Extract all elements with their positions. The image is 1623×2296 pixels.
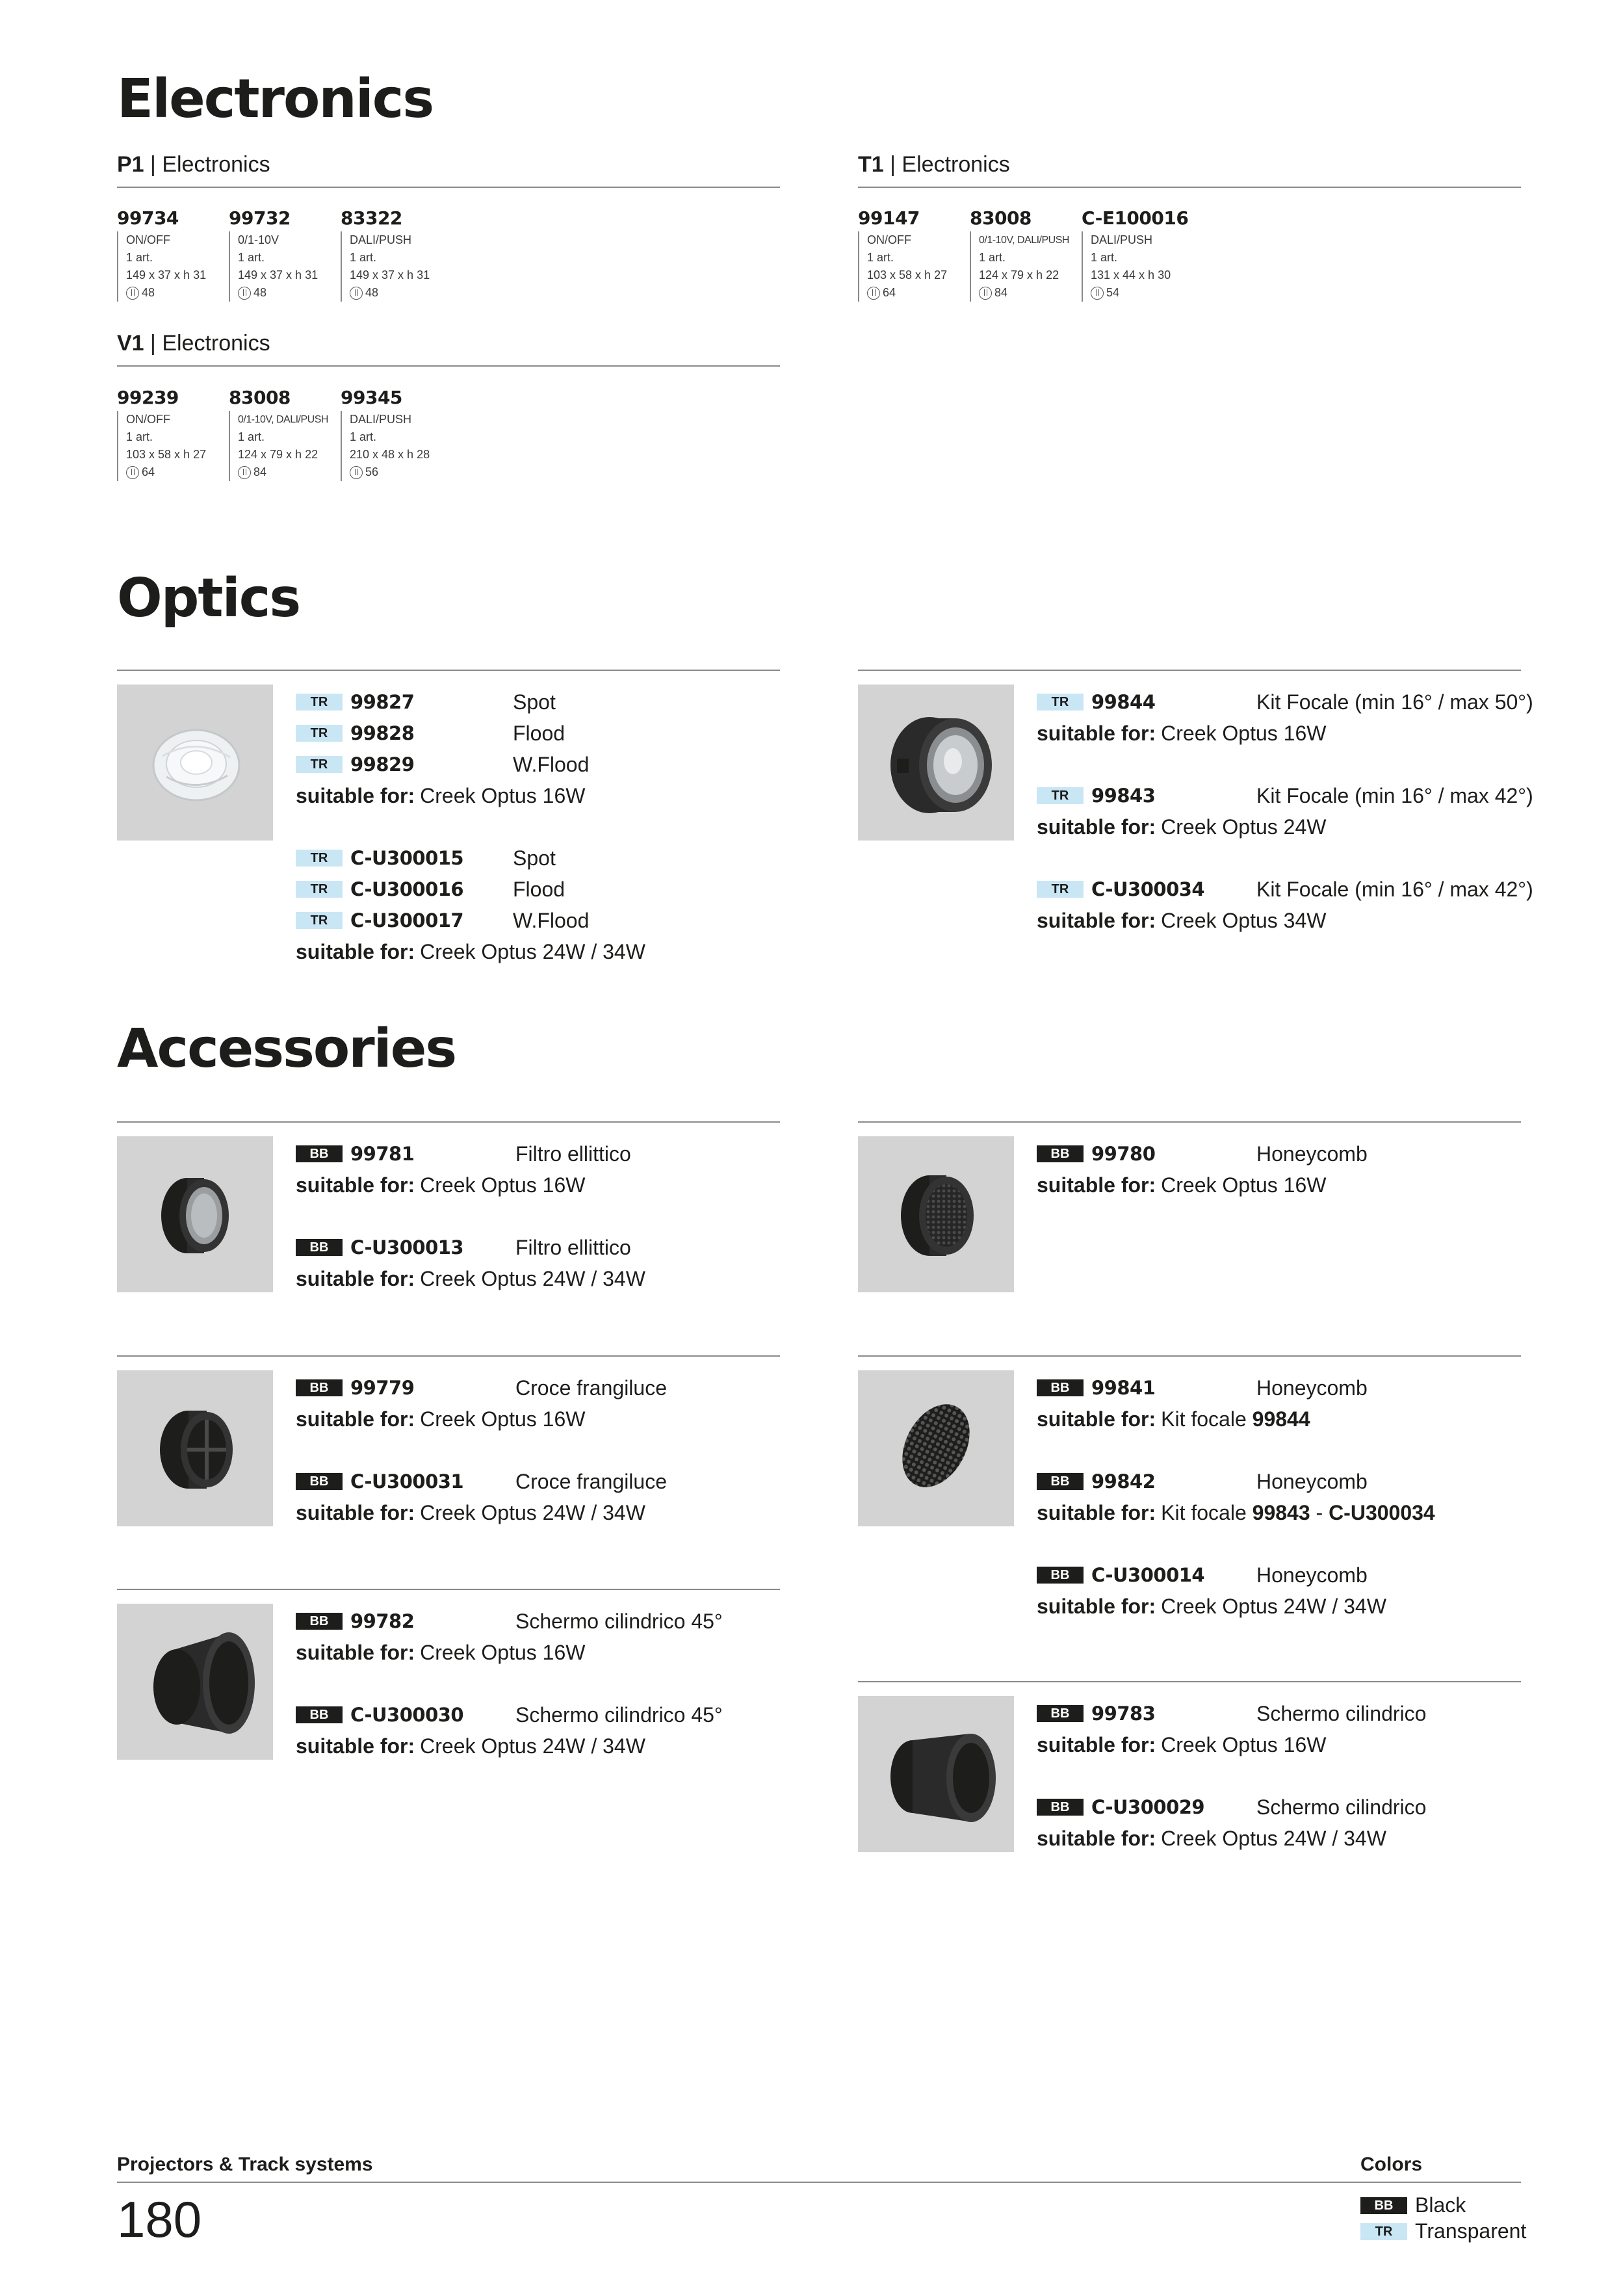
suitable-value: Creek Optus 24W / 34W [420, 1266, 645, 1290]
cylindrical-screen-icon [858, 1696, 1014, 1852]
product-desc: Honeycomb [1256, 1141, 1368, 1166]
suitable-label: suitable for: [296, 939, 415, 963]
item-type: 0/1-10V, DALI/PUSH [238, 414, 328, 425]
product-desc: Schermo cilindrico 45° [515, 1702, 723, 1727]
electronics-item [341, 389, 452, 481]
divider [858, 670, 1521, 671]
divider [117, 187, 780, 188]
group-series: P1 [117, 152, 144, 177]
item-qty: 1 art. [350, 251, 377, 264]
color-badge: BB [1037, 1799, 1084, 1816]
item-code: 99732 [229, 207, 291, 229]
suitable-label: suitable for: [296, 1500, 415, 1524]
product-line [296, 1606, 723, 1637]
product-code: C-U300030 [350, 1704, 464, 1726]
item-dims: 124 x 79 x h 22 [238, 448, 318, 461]
product-code: C-U300034 [1091, 878, 1205, 900]
driver-icon [867, 287, 880, 300]
item-details [970, 231, 1082, 302]
suitable-label: suitable for: [1037, 815, 1156, 839]
product-code: 99843 [1091, 785, 1156, 807]
item-details [341, 231, 452, 302]
driver-icon [979, 287, 992, 300]
product-line [1037, 1138, 1368, 1169]
suitable-value: Creek Optus 16W [420, 783, 586, 807]
suitable-value: Creek Optus 24W [1161, 815, 1327, 839]
item-count: 64 [883, 286, 896, 299]
driver-icon [350, 287, 363, 300]
legend-item-black [1360, 2193, 1466, 2217]
driver-icon [126, 466, 139, 479]
color-badge: TR [296, 850, 343, 867]
color-badge: BB [296, 1379, 343, 1396]
suitable-line [1037, 1729, 1326, 1760]
honeycomb-insert-image [858, 1370, 1014, 1526]
divider [117, 670, 780, 671]
cylindrical-screen-image [858, 1696, 1014, 1852]
product-code: 99844 [1091, 691, 1156, 713]
suitable-line [1037, 1823, 1386, 1854]
cross-baffle-icon [117, 1370, 273, 1526]
product-line [1037, 874, 1533, 905]
suitable-label: suitable for: [1037, 1500, 1156, 1524]
product-desc: Schermo cilindrico [1256, 1701, 1427, 1725]
item-dims: 124 x 79 x h 22 [979, 268, 1059, 281]
item-count: 84 [994, 286, 1008, 299]
item-details [1082, 231, 1193, 302]
product-line [296, 1232, 631, 1263]
product-desc: Flood [513, 877, 565, 901]
product-desc: W.Flood [513, 908, 590, 932]
product-line [296, 749, 589, 780]
product-desc: Schermo cilindrico 45° [515, 1609, 723, 1633]
legend-item-transparent [1360, 2219, 1526, 2243]
suitable-label: suitable for: [1037, 1594, 1156, 1618]
item-count: 64 [142, 465, 155, 478]
color-badge: BB [296, 1473, 343, 1490]
honeycomb-icon [858, 1136, 1014, 1292]
honeycomb-insert-icon [858, 1370, 1014, 1526]
driver-icon [1091, 287, 1104, 300]
cross-baffle-image [117, 1370, 273, 1526]
product-desc: Croce frangiluce [515, 1376, 667, 1400]
suitable-line [1037, 811, 1326, 842]
footer-colors-title: Colors [1360, 2154, 1423, 2175]
color-badge: BB [296, 1239, 343, 1256]
suitable-value: Creek Optus 16W [420, 1407, 586, 1431]
suitable-label: suitable for: [296, 783, 415, 807]
suitable-label: suitable for: [1037, 1407, 1156, 1431]
suitable-label: suitable for: [296, 1734, 415, 1758]
color-badge: BB [296, 1706, 343, 1723]
product-code: C-U300015 [350, 847, 464, 869]
item-qty: 1 art. [1091, 251, 1118, 264]
electronics-item [858, 209, 970, 302]
item-count: 84 [253, 465, 267, 478]
suitable-value: Creek Optus 24W / 34W [420, 1500, 645, 1524]
suitable-value: Creek Optus 24W / 34W [420, 939, 645, 963]
item-details [117, 231, 229, 302]
product-line [1037, 780, 1533, 811]
divider [117, 1355, 780, 1357]
color-badge: TR [1037, 694, 1084, 711]
suitable-value: Creek Optus 16W [420, 1640, 586, 1664]
suitable-line [296, 1169, 585, 1201]
suitable-line [296, 1637, 585, 1668]
item-details [229, 411, 341, 481]
product-code: 99828 [350, 722, 415, 744]
item-code: 99147 [858, 207, 920, 229]
item-dims: 103 x 58 x h 27 [126, 448, 207, 461]
item-count: 48 [142, 286, 155, 299]
footer-divider [117, 2182, 1521, 2183]
item-code: 83322 [341, 207, 402, 229]
item-code: 83008 [970, 207, 1032, 229]
focal-kit-image [858, 685, 1014, 841]
product-code: 99780 [1091, 1143, 1156, 1165]
driver-icon [350, 466, 363, 479]
product-code: 99779 [350, 1377, 415, 1399]
item-dims: 149 x 37 x h 31 [238, 268, 318, 281]
suitable-value: Creek Optus 34W [1161, 908, 1327, 932]
product-code: C-U300017 [350, 909, 464, 932]
product-line [296, 874, 565, 905]
product-line [296, 718, 565, 749]
item-type: ON/OFF [867, 233, 911, 246]
item-qty: 1 art. [867, 251, 894, 264]
electronics-list-v1 [117, 389, 452, 481]
suitable-value: Creek Optus 24W / 34W [420, 1734, 645, 1758]
item-dims: 149 x 37 x h 31 [126, 268, 207, 281]
product-code: C-U300014 [1091, 1564, 1205, 1586]
product-code: C-U300031 [350, 1470, 464, 1493]
product-code: 99782 [350, 1610, 415, 1632]
product-line [296, 1138, 631, 1169]
divider [117, 365, 780, 367]
color-badge: BB [1037, 1379, 1084, 1396]
suitable-value: Creek Optus 24W / 34W [1161, 1826, 1386, 1850]
product-code: 99781 [350, 1143, 415, 1165]
product-code: C-U300013 [350, 1236, 464, 1259]
item-code: 99345 [341, 387, 402, 408]
item-code: 83008 [229, 387, 291, 408]
group-series: T1 [858, 152, 884, 177]
suitable-line [1037, 1497, 1435, 1528]
suitable-label: suitable for: [1037, 908, 1156, 932]
item-type: ON/OFF [126, 413, 170, 426]
item-code: 99734 [117, 207, 179, 229]
item-type: 0/1-10V [238, 233, 279, 246]
product-line [1037, 686, 1533, 718]
cylindrical-screen-45-icon [117, 1604, 273, 1760]
lens-icon [117, 685, 273, 841]
divider [117, 1589, 780, 1590]
product-code: 99842 [1091, 1470, 1156, 1493]
product-desc: Spot [513, 846, 556, 870]
group-label: Electronics [902, 152, 1010, 177]
electronics-item [117, 209, 229, 302]
group-series: V1 [117, 331, 144, 356]
electronics-item [341, 209, 452, 302]
electronics-item [1082, 209, 1193, 302]
product-desc: Kit Focale (min 16° / max 50°) [1256, 690, 1533, 714]
group-header-p1: P1 | Electronics [117, 152, 270, 177]
item-type: DALI/PUSH [350, 233, 412, 246]
suitable-label: suitable for: [296, 1407, 415, 1431]
item-qty: 1 art. [238, 251, 265, 264]
elliptical-filter-image [117, 1136, 273, 1292]
item-qty: 1 art. [238, 430, 265, 443]
color-badge: TR [1037, 881, 1084, 898]
electronics-list-t1 [858, 209, 1193, 302]
product-code: 99783 [1091, 1702, 1156, 1725]
suitable-line [296, 936, 645, 967]
electronics-item [970, 209, 1082, 302]
item-count: 56 [365, 465, 379, 478]
legend-label: Black [1415, 2193, 1466, 2217]
electronics-item [229, 209, 341, 302]
suitable-line [1037, 1591, 1386, 1622]
item-count: 48 [365, 286, 379, 299]
color-badge: BB [1037, 1473, 1084, 1490]
footer-section-title: Projectors & Track systems [117, 2154, 373, 2175]
product-desc: Filtro ellittico [515, 1235, 631, 1259]
item-details [117, 411, 229, 481]
suitable-value: Creek Optus 16W [1161, 1173, 1327, 1197]
electronics-title: Electronics [117, 68, 434, 130]
divider [117, 1121, 780, 1123]
product-code: C-U300016 [350, 878, 464, 900]
color-badge: TR [1037, 787, 1084, 804]
color-badge: TR [296, 725, 343, 742]
product-line [296, 1372, 667, 1403]
color-badge: BB [1037, 1145, 1084, 1162]
suitable-label: suitable for: [1037, 1173, 1156, 1197]
product-desc: Honeycomb [1256, 1469, 1368, 1493]
cylindrical-screen-45-image [117, 1604, 273, 1760]
driver-icon [238, 466, 251, 479]
honeycomb-image [858, 1136, 1014, 1292]
product-line [1037, 1466, 1368, 1497]
suitable-line [296, 1263, 645, 1294]
divider [858, 1121, 1521, 1123]
divider [858, 1355, 1521, 1357]
suitable-label: suitable for: [1037, 721, 1156, 745]
item-type: DALI/PUSH [1091, 233, 1153, 246]
color-badge: BB [1360, 2197, 1407, 2214]
product-desc: W.Flood [513, 752, 590, 776]
suitable-value: Kit focale [1161, 1407, 1247, 1431]
item-code: C-E100016 [1082, 207, 1189, 229]
lens-image [117, 685, 273, 841]
item-qty: 1 art. [126, 251, 153, 264]
item-code: 99239 [117, 387, 179, 408]
suitable-value: Creek Optus 24W / 34W [1161, 1594, 1386, 1618]
suitable-line [296, 1730, 645, 1762]
suitable-label: suitable for: [1037, 1826, 1156, 1850]
page-number: 180 [117, 2191, 202, 2248]
item-type: ON/OFF [126, 233, 170, 246]
product-desc: Kit Focale (min 16° / max 42°) [1256, 783, 1533, 807]
suitable-label: suitable for: [296, 1173, 415, 1197]
suitable-separator: - [1310, 1500, 1329, 1524]
group-label: Electronics [162, 331, 270, 356]
driver-icon [238, 287, 251, 300]
product-desc: Kit Focale (min 16° / max 42°) [1256, 877, 1533, 901]
product-line [296, 1699, 723, 1730]
color-badge: TR [296, 694, 343, 711]
item-dims: 149 x 37 x h 31 [350, 268, 430, 281]
driver-icon [126, 287, 139, 300]
suitable-line [1037, 1403, 1310, 1435]
suitable-line [296, 1403, 585, 1435]
product-line [296, 842, 556, 874]
product-code: 99827 [350, 691, 415, 713]
product-desc: Croce frangiluce [515, 1469, 667, 1493]
group-header-t1: T1 | Electronics [858, 152, 1010, 177]
item-count: 54 [1106, 286, 1120, 299]
suitable-code: C-U300034 [1329, 1500, 1435, 1524]
product-line [1037, 1792, 1426, 1823]
product-desc: Honeycomb [1256, 1376, 1368, 1400]
suitable-value: Creek Optus 16W [1161, 721, 1327, 745]
item-type: 0/1-10V, DALI/PUSH [979, 235, 1069, 246]
product-line [1037, 1372, 1368, 1403]
product-line [1037, 1559, 1368, 1591]
suitable-value: Kit focale [1161, 1500, 1247, 1524]
suitable-line [296, 1497, 645, 1528]
item-details [229, 231, 341, 302]
color-badge: TR [296, 756, 343, 773]
legend-label: Transparent [1415, 2219, 1527, 2243]
color-badge: BB [1037, 1705, 1084, 1722]
color-badge: BB [296, 1613, 343, 1630]
product-line [296, 686, 556, 718]
product-desc: Schermo cilindrico [1256, 1795, 1427, 1819]
product-desc: Honeycomb [1256, 1563, 1368, 1587]
color-badge: TR [296, 881, 343, 898]
item-dims: 103 x 58 x h 27 [867, 268, 948, 281]
product-line [1037, 1698, 1426, 1729]
suitable-line [296, 780, 585, 811]
color-badge: TR [296, 912, 343, 929]
focal-kit-icon [858, 685, 1014, 841]
suitable-label: suitable for: [1037, 1732, 1156, 1756]
item-qty: 1 art. [350, 430, 377, 443]
electronics-item [117, 389, 229, 481]
suitable-value: Creek Optus 16W [1161, 1732, 1327, 1756]
accessories-title: Accessories [117, 1018, 456, 1080]
suitable-line [1037, 1169, 1326, 1201]
suitable-code: 99843 [1252, 1500, 1310, 1524]
suitable-line [1037, 905, 1326, 936]
suitable-line [1037, 718, 1326, 749]
product-desc: Spot [513, 690, 556, 714]
product-code: 99841 [1091, 1377, 1156, 1399]
elliptical-filter-icon [117, 1136, 273, 1292]
item-count: 48 [253, 286, 267, 299]
item-dims: 131 x 44 x h 30 [1091, 268, 1171, 281]
item-details [341, 411, 452, 481]
item-dims: 210 x 48 x h 28 [350, 448, 430, 461]
suitable-label: suitable for: [296, 1640, 415, 1664]
product-desc: Flood [513, 721, 565, 745]
product-code: C-U300029 [1091, 1796, 1205, 1818]
product-line [296, 1466, 667, 1497]
divider [858, 1681, 1521, 1682]
optics-title: Optics [117, 567, 300, 629]
color-badge: TR [1360, 2223, 1407, 2240]
electronics-list-p1 [117, 209, 452, 302]
item-details [858, 231, 970, 302]
group-label: Electronics [162, 152, 270, 177]
suitable-code: 99844 [1252, 1407, 1310, 1431]
divider [858, 187, 1521, 188]
suitable-value: Creek Optus 16W [420, 1173, 586, 1197]
item-type: DALI/PUSH [350, 413, 412, 426]
suitable-label: suitable for: [296, 1266, 415, 1290]
group-header-v1: V1 | Electronics [117, 331, 270, 356]
color-badge: BB [296, 1145, 343, 1162]
item-qty: 1 art. [979, 251, 1006, 264]
electronics-item [229, 389, 341, 481]
product-desc: Filtro ellittico [515, 1141, 631, 1166]
color-badge: BB [1037, 1567, 1084, 1584]
product-line [296, 905, 589, 936]
product-code: 99829 [350, 753, 415, 776]
item-qty: 1 art. [126, 430, 153, 443]
